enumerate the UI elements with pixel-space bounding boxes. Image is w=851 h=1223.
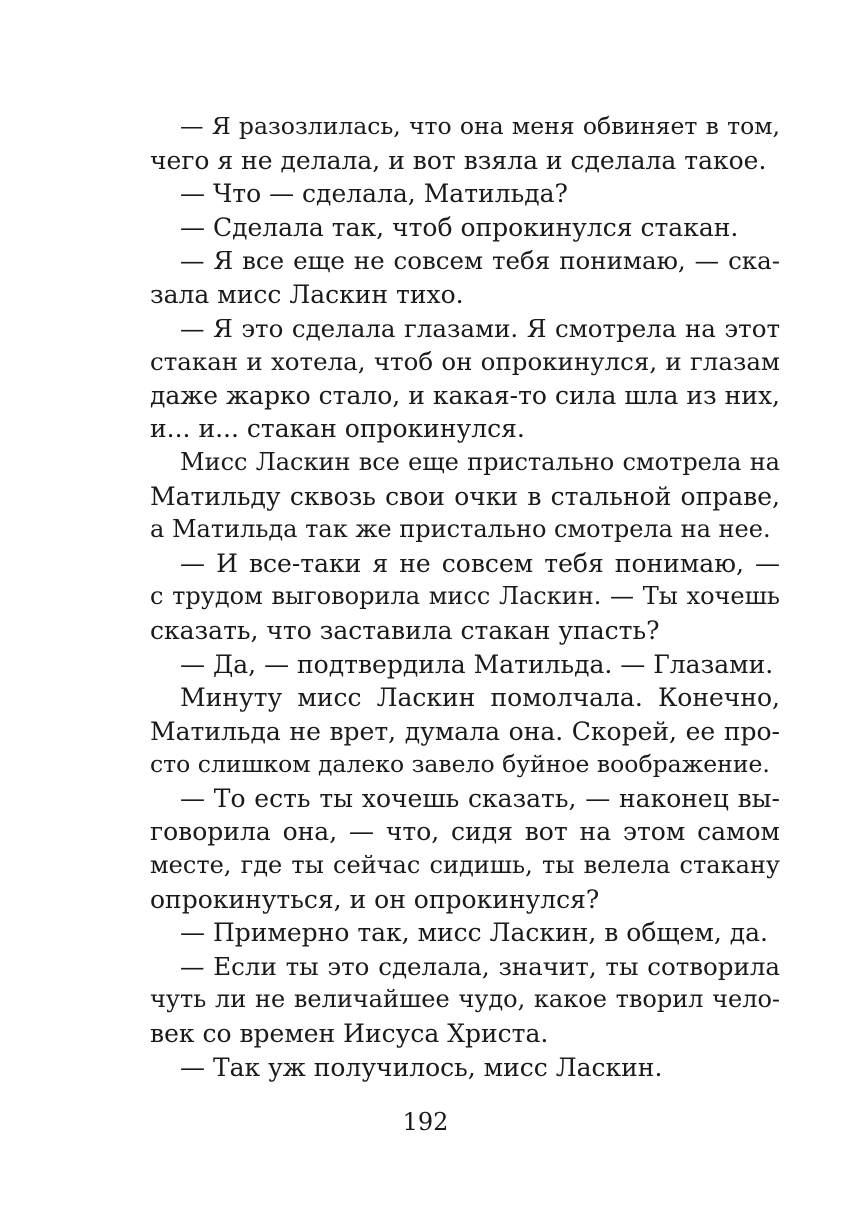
text-line: Мисс Ласкин все еще пристально смотрела на [180,447,780,476]
text-line: — Если ты это сделала, значит, ты сотворила [180,951,780,981]
text-line: — Что — сделала, Матильда? [180,179,568,209]
text-line: — Я разозлилась, что она меня обвиняет в том, [180,112,780,140]
text-line: — Я все еще не совсем тебя понимаю, — ска- [180,246,780,276]
text-line: — И все-таки я не совсем тебя понимаю, — [180,548,780,578]
text-line: с трудом выговорила мисс Ласкин. — Ты хочешь [150,582,780,611]
text-line: — Так уж получилось, мисс Ласкин. [180,1052,663,1082]
text-line: — Примерно так, мисс Ласкин, в общем, да. [180,918,768,948]
text-line: говорила она, — что, сидя вот на этом самом [150,817,780,847]
text-line: месте, где ты сейчас сидишь, ты велела стакану [150,851,780,880]
text-line: — Я это сделала глазами. Я смотрела на этот [180,313,780,343]
text-line: чего я не делала, и вот взяла и сделала такое. [150,145,767,175]
text-line: и... и... стакан опрокинулся. [150,414,525,444]
text-line: — Да, — подтвердила Матильда. — Глазами. [180,649,774,679]
text-line: опрокинуться, и он опрокинулся? [150,884,600,914]
text-line: сто слишком далеко завело буйное воображение. [150,750,770,779]
text-line: Матильда не врет, думала она. Скорей, ее про- [150,716,780,746]
text-line: Матильду сквозь свои очки в стальной оправе, [150,481,780,511]
text-line: — То есть ты хочешь сказать, — наконец вы- [180,783,780,813]
text-line: — Сделала так, чтоб опрокинулся стакан. [180,212,739,242]
text-line: чуть ли не величайшее чудо, какое творил чело- [150,985,780,1014]
text-line: зала мисс Ласкин тихо. [150,279,464,309]
text-line: Минуту мисс Ласкин помолчала. Конечно, [180,683,780,713]
page-number: 192 [402,1108,449,1136]
text-line: а Матильда так же пристально смотрела на нее. [150,515,771,544]
text-line: стакан и хотела, чтоб он опрокинулся, и глазам [150,347,780,377]
text-line: даже жарко стало, и какая-то сила шла из них, [150,380,780,410]
text-line: век со времен Иисуса Христа. [150,1019,549,1049]
text-line: сказать, что заставила стакан упасть? [150,615,660,645]
body-text [150,110,780,1084]
